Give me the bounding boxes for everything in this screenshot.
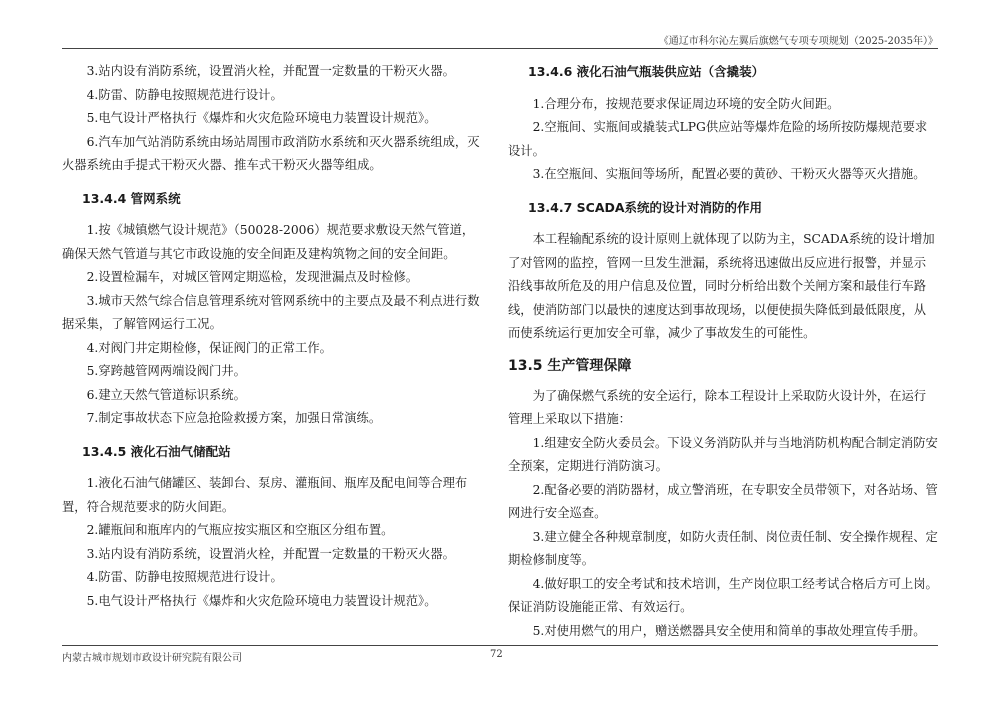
section-heading-13-4-6: 13.4.6 液化石油气瓶装供应站（含撬装） (528, 64, 765, 79)
list-item: 4.防雷、防静电按照规范进行设计。 (86, 570, 283, 584)
list-item: 5.电气设计严格执行《爆炸和火灾危险环境电力装置设计规范》。 (86, 593, 437, 608)
list-item: 3.建立健全各种规章制度，如防火责任制、岗位责任制、安全操作规程、定期检修制度等。 (508, 529, 938, 567)
section-heading-13-4-7: 13.4.7 SCADA系统的设计对消防的作用 (528, 199, 763, 215)
list-item: 7.制定事故状态下应急抢险救援方案，加强日常演练。 (86, 411, 382, 425)
list-item: 4.防雷、防静电按照规范进行设计。 (86, 87, 283, 102)
list-item: 3.城市天然气综合信息管理系统对管网系统中的主要点及最不利点进行数据采集，了解管网运行工况。 (62, 293, 480, 331)
right-column (508, 60, 938, 643)
paragraph: 本工程输配系统的设计原则上就体现了以防为主，SCADA系统的设计增加了对管网的监控，管网一旦发生泄漏，系统将迅速做出反应进行报警，并显示沿线事故所危及的用户信息及位置，同时分析给出数个关闸方案和最佳行车路线，使消防部门以最快的速度达到事故现场，以便使损失降低到最低限度，从而使系统运行更加安全可靠，减少了事故发生的可能性。 (508, 232, 935, 340)
list-item: 3.在空瓶间、实瓶间等场所，配置必要的黄砂、干粉灭火器等灭火措施。 (532, 167, 926, 181)
list-item: 2.设置检漏车，对城区管网定期巡检，发现泄漏点及时检修。 (86, 270, 419, 284)
list-item: 6.建立天然气管道标识系统。 (86, 387, 246, 402)
list-item: 4.对阀门井定期检修，保证阀门的正常工作。 (86, 340, 332, 355)
list-item: 2.罐瓶间和瓶库内的气瓶应按实瓶区和空瓶区分组布置。 (86, 523, 394, 537)
list-item: 5.电气设计严格执行《爆炸和火灾危险环境电力装置设计规范》。 (86, 111, 437, 125)
list-item: 3.站内设有消防系统，设置消火栓，并配置一定数量的干粉灭火器。 (86, 546, 455, 561)
section-heading-13-4-4: 13.4.4 管网系统 (82, 190, 181, 206)
list-item: 5.对使用燃气的用户，赠送燃器具安全使用和简单的事故处理宣传手册。 (532, 623, 926, 638)
list-item: 1.组建安全防火委员会。下设义务消防队并与当地消防机构配合制定消防安全预案，定期进行消防演习。 (508, 435, 938, 473)
footer-rule (62, 645, 938, 646)
list-item: 5.穿跨越管网两端设阀门井。 (86, 364, 246, 378)
page-number: 72 (490, 649, 503, 660)
list-item: 1.液化石油气储罐区、装卸台、泵房、灌瓶间、瓶库及配电间等合理布置，符合规范要求的防火间距。 (62, 476, 468, 514)
list-item: 4.做好职工的安全考试和技术培训，生产岗位职工经考试合格后方可上岗。保证消防设施能正常、有效运行。 (508, 576, 938, 614)
list-item: 6.汽车加气站消防系统由场站周围市政消防水系统和灭火器系统组成，灭火器系统由手提式干粉灭火器、推车式干粉灭火器等组成。 (62, 134, 480, 172)
list-item: 2.配备必要的消防器材，成立警消班，在专职安全员带领下，对各站场、管网进行安全巡查。 (508, 482, 938, 520)
section-heading-13-5: 13.5 生产管理保障 (508, 357, 632, 374)
footer-organization: 内蒙古城市规划市政设计研究院有限公司 (62, 653, 242, 664)
list-item: 3.站内设有消防系统，设置消火栓，并配置一定数量的干粉灭火器。 (86, 64, 455, 78)
list-item: 1.合理分布，按规范要求保证周边环境的安全防火间距。 (532, 96, 840, 111)
section-heading-13-4-5: 13.4.5 液化石油气储配站 (82, 443, 231, 459)
paragraph: 为了确保燃气系统的安全运行，除本工程设计上采取防火设计外，在运行管理上采取以下措施： (508, 388, 927, 426)
list-item: 2.空瓶间、实瓶间或撬装式LPG供应站等爆炸危险的场所按防爆规范要求设计。 (508, 120, 928, 158)
list-item: 1.按《城镇燃气设计规范》（50028-2006）规范要求敷设天然气管道，确保天然气管道与其它市政设施的安全间距及建构筑物之间的安全间距。 (62, 223, 475, 261)
left-column (62, 60, 482, 613)
header-rule (62, 48, 938, 49)
running-header: 《通辽市科尔沁左翼后旗燃气专项专项规划（2025-2035年）》 (658, 36, 938, 47)
